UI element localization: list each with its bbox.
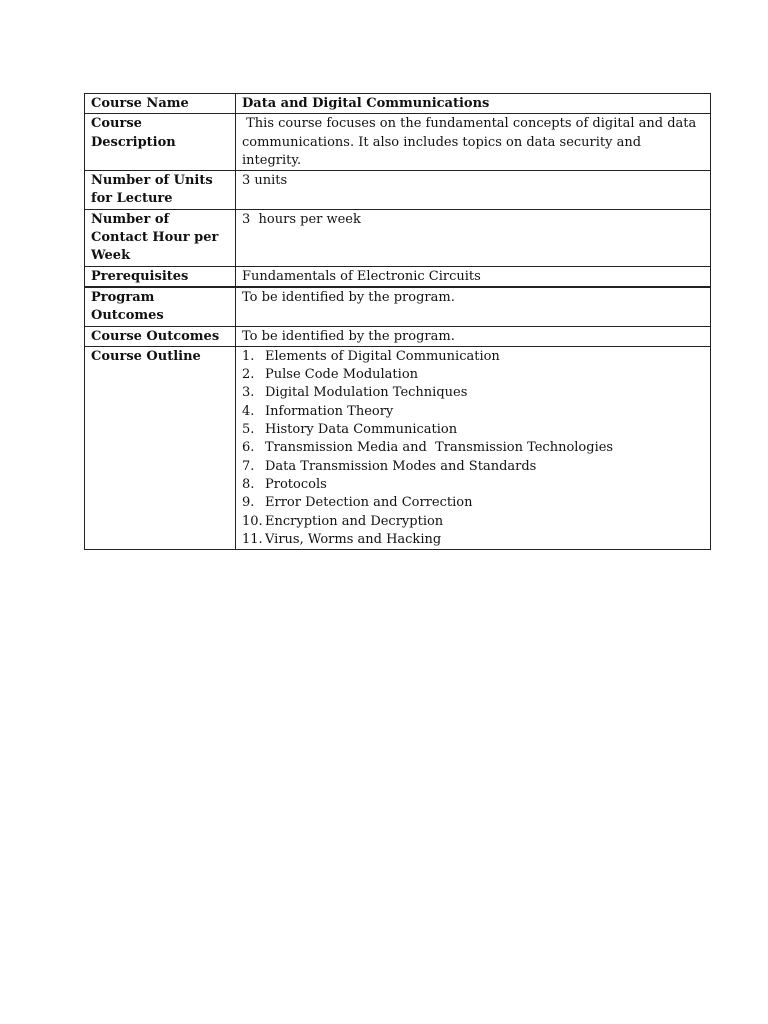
course-info-table [84,93,711,550]
outline-item [242,458,704,476]
program-outcomes-label: Program Outcomes [85,287,236,326]
outline-item [242,439,704,457]
row-course-name [85,94,711,114]
course-outline-list [242,348,704,549]
outline-item [242,348,704,366]
outline-item-text: Error Detection and Correction [265,495,473,511]
row-units [85,171,711,210]
course-outline-label: Course Outline [85,346,236,549]
row-course-outcomes [85,326,711,346]
course-description-label: Course Description [85,114,236,171]
course-outcomes-label: Course Outcomes [85,326,236,346]
outline-item [242,531,704,549]
outline-item [242,403,704,421]
outline-item [242,476,704,494]
outline-item-number: 5. [242,422,255,438]
contact-hours-value: 3 hours per week [236,209,711,266]
course-name-label: Course Name [85,94,236,114]
row-course-outline [85,346,711,549]
outline-item-text: Transmission Media and Transmission Technologies [265,440,614,456]
outline-item [242,366,704,384]
course-outline-value [236,346,711,549]
outline-item-text: Encryption and Decryption [265,513,444,529]
outline-item-number: 9. [242,495,255,511]
outline-item-text: Information Theory [265,403,394,419]
outline-item-number: 2. [242,367,255,383]
outline-item [242,494,704,512]
prerequisites-value: Fundamentals of Electronic Circuits [236,266,711,287]
row-course-description [85,114,711,171]
program-outcomes-value: To be identified by the program. [236,287,711,326]
units-value: 3 units [236,171,711,210]
outline-item-text: Pulse Code Modulation [265,367,419,383]
units-label: Number of Units for Lecture [85,171,236,210]
outline-item-number: 1. [242,348,255,364]
outline-item [242,421,704,439]
contact-hours-label: Number of Contact Hour per Week [85,209,236,266]
outline-item [242,384,704,402]
outline-item-number: 8. [242,476,255,492]
outline-item-text: Elements of Digital Communication [265,348,500,364]
row-prerequisites [85,266,711,287]
outline-item-text: Data Transmission Modes and Standards [265,458,537,474]
course-outcomes-value: To be identified by the program. [236,326,711,346]
outline-item-number: 3. [242,385,255,401]
outline-item-text: Virus, Worms and Hacking [265,531,442,547]
outline-item [242,513,704,531]
course-name-value: Data and Digital Communications [236,94,711,114]
outline-item-text: History Data Communication [265,422,458,438]
outline-item-text: Protocols [265,476,327,492]
outline-item-number: 11. [242,531,263,547]
outline-item-number: 10. [242,513,263,529]
prerequisites-label: Prerequisites [85,266,236,287]
outline-item-text: Digital Modulation Techniques [265,385,468,401]
outline-item-number: 6. [242,440,255,456]
row-program-outcomes [85,287,711,326]
course-description-value: This course focuses on the fundamental concepts of digital and data communications. It also includes topics on data security and integrity. [236,114,711,171]
outline-item-number: 4. [242,403,255,419]
outline-item-number: 7. [242,458,255,474]
row-contact-hours [85,209,711,266]
